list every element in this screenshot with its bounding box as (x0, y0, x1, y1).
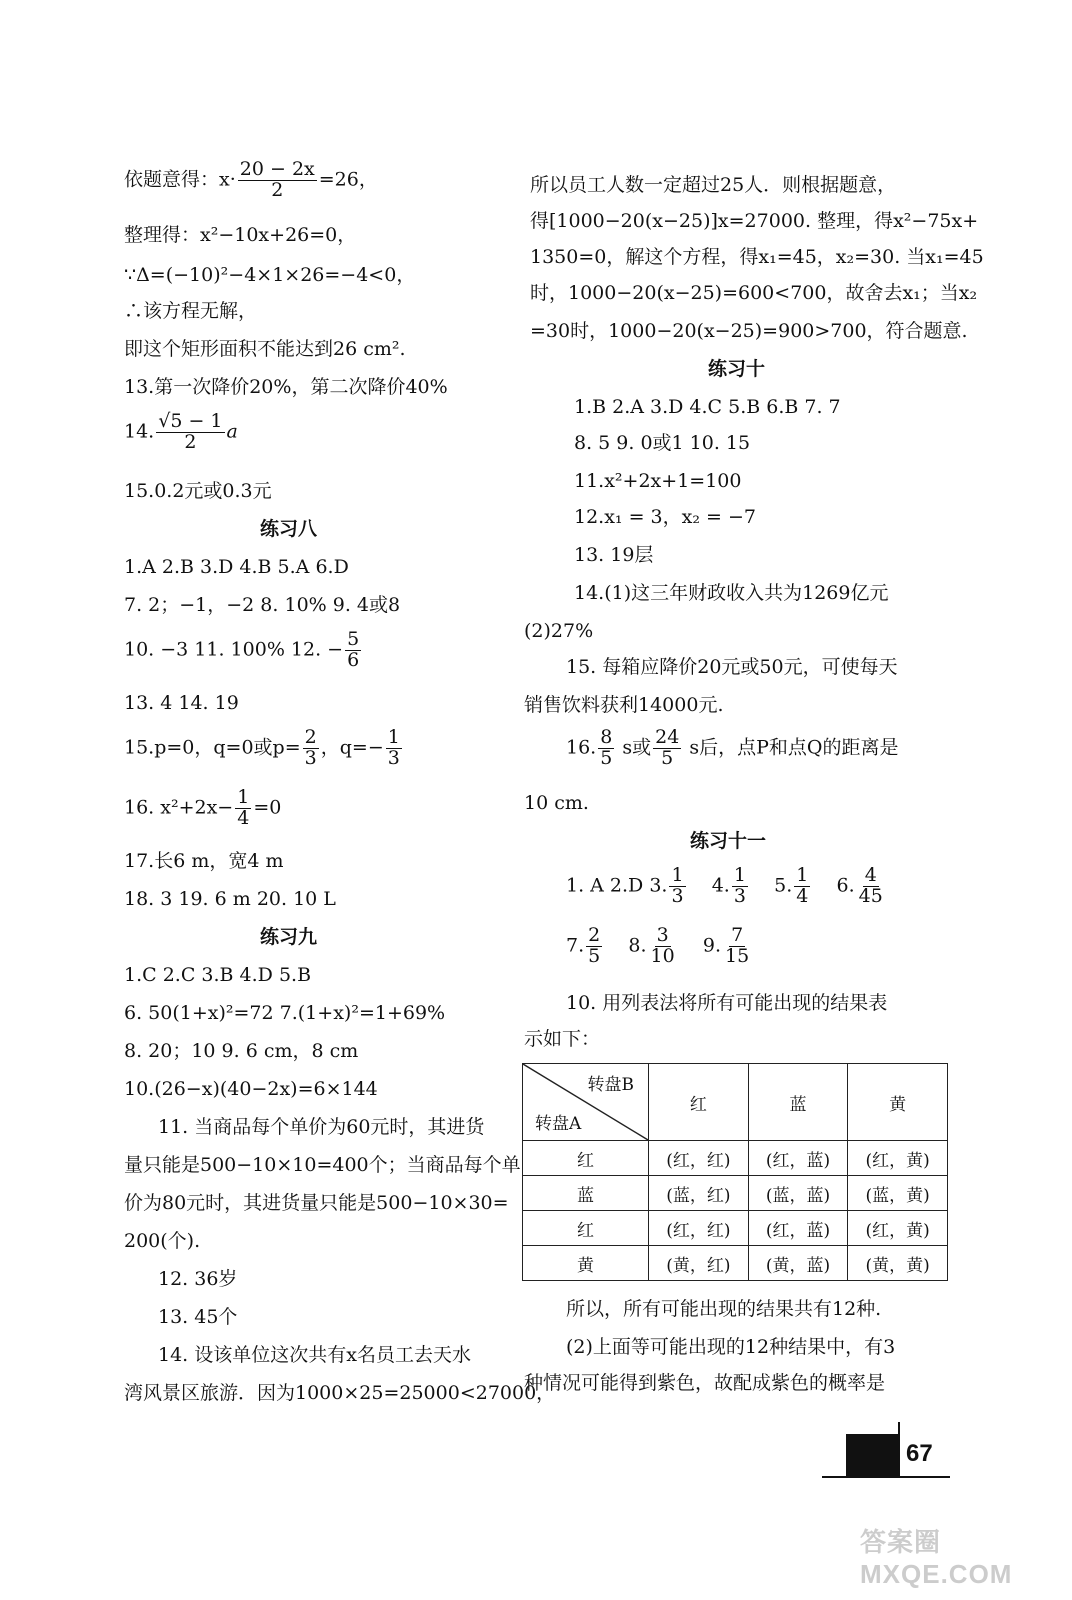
ex11-line-1: 1. A 2.D 3. $\frac{1}{3}$ 4. $\frac{1}{3}$ 5. $\frac{1}{4}$ 6. $\frac{4}{45}$ (566, 864, 883, 907)
ex8-line-6: 16. x²+2x− $\frac{1}{4}$ =0 (124, 786, 282, 829)
ex10-line-3: 11.x²+2x+1=100 (574, 470, 742, 492)
ex10-answer-15-line-2: 销售饮料获利14000元. (524, 694, 724, 716)
eq-no-solution: ∴该方程无解， (124, 300, 258, 322)
ex9-line-1: 1.C 2.C 3.B 4.D 5.B (124, 964, 312, 986)
table-cell: (红，蓝) (748, 1211, 848, 1246)
table-cell: (黄，蓝) (748, 1246, 848, 1281)
ex9-line-3: 8. 20；10 9. 6 cm，8 cm (124, 1040, 359, 1062)
eq-simplify: 整理得：x²−10x+26=0， (124, 224, 357, 246)
answer-14: 14. $\frac{√5 - 1}{2}$ a (124, 410, 238, 453)
cont-line-4: 时，1000−20(x−25)=600<700，故舍去x₁；当x₂ (530, 282, 978, 304)
ex11-answer-2-line-2: 种情况可能得到紫色，故配成紫色的概率是 (524, 1372, 886, 1394)
table-cell: (黄，红) (649, 1246, 749, 1281)
table-row (523, 1211, 948, 1246)
watermark: 答案圈 MXQE.COM (860, 1527, 1013, 1589)
col-header: 蓝 (748, 1064, 848, 1141)
table-cell: (黄，黄) (848, 1246, 948, 1281)
ex11-answer-2-line-1: (2)上面等可能出现的12种结果中，有3 (566, 1336, 896, 1358)
ex11-line-2: 7. $\frac{2}{5}$ 8. $\frac{3}{10}$ 9. $\frac{7}{15}$ (566, 924, 750, 967)
ex9-answer-13: 13. 45个 (158, 1306, 238, 1328)
ex9-answer-11-line-1: 11. 当商品每个单价为60元时，其进货 (158, 1116, 485, 1138)
ex9-answer-11-line-3: 价为80元时，其进货量只能是500−10×30= (124, 1192, 509, 1214)
table-cell: (蓝，黄) (848, 1176, 948, 1211)
ex11-answer-10-line-1: 10. 用列表法将所有可能出现的结果表 (566, 992, 888, 1014)
table-cell: (红，红) (649, 1211, 749, 1246)
table-cell: (蓝，红) (649, 1176, 749, 1211)
eq-setup: 依题意得：x· $\frac{20 - 2x}{2}$ =26， (124, 158, 378, 201)
row-header: 黄 (523, 1246, 649, 1281)
section-heading-11: 练习十一 (690, 830, 767, 852)
table-cell: (蓝，蓝) (748, 1176, 848, 1211)
ex8-line-5: 15.p=0，q=0或p= $\frac{2}{3}$ ，q=− $\frac{1}{3}$ (124, 726, 400, 769)
table-cell: (红，黄) (848, 1211, 948, 1246)
ex8-line-3: 10. −3 11. 100% 12. − $\frac{5}{6}$ (124, 628, 360, 671)
cont-line-2: 得[1000−20(x−25)]x=27000. 整理，得x²−75x+ (530, 210, 979, 232)
cont-line-3: 1350=0，解这个方程，得x₁=45，x₂=30. 当x₁=45 (530, 246, 984, 268)
ex9-answer-11-line-2: 量只能是500−10×10=400个；当商品每个单 (124, 1154, 521, 1176)
ex9-answer-12: 12. 36岁 (158, 1268, 238, 1290)
ex9-line-4: 10.(26−x)(40−2x)=6×144 (124, 1078, 378, 1100)
ex10-answer-16-line-2: 10 cm. (524, 792, 589, 814)
table-row (523, 1141, 948, 1176)
ex10-answer-15-line-1: 15. 每箱应降价20元或50元，可使每天 (566, 656, 898, 678)
ex8-line-1: 1.A 2.B 3.D 4.B 5.A 6.D (124, 556, 349, 578)
page-number: 67 (906, 1440, 933, 1467)
row-header: 红 (523, 1211, 649, 1246)
ex8-line-8: 18. 3 19. 6 m 20. 10 L (124, 888, 336, 910)
ex10-answer-16-line-1: 16. $\frac{8}{5}$ s或 $\frac{24}{5}$ s后，点P和点Q的距离是 (566, 726, 899, 769)
corner-label-spinner-a: 转盘A (535, 1114, 582, 1134)
table-row (523, 1176, 948, 1211)
ex10-answer-14-line-1: 14.(1)这三年财政收入共为1269亿元 (574, 582, 889, 604)
ex8-line-7: 17.长6 m，宽4 m (124, 850, 284, 872)
table-cell: (红，红) (649, 1141, 749, 1176)
eq-conclusion: 即这个矩形面积不能达到26 cm². (124, 338, 406, 360)
ex9-line-2: 6. 50(1+x)²=72 7.(1+x)²=1+69% (124, 1002, 446, 1024)
ex8-line-4: 13. 4 14. 19 (124, 692, 239, 714)
ex11-answer-10-line-2: 示如下： (524, 1028, 601, 1050)
section-heading-10: 练习十 (708, 358, 766, 380)
row-header: 蓝 (523, 1176, 649, 1211)
col-header: 红 (649, 1064, 749, 1141)
page-number-underline (822, 1476, 950, 1478)
ex9-answer-14-line-1: 14. 设该单位这次共有x名员工去天水 (158, 1344, 471, 1366)
answer-15: 15.0.2元或0.3元 (124, 480, 272, 502)
ex10-line-2: 8. 5 9. 0或1 10. 15 (574, 432, 751, 454)
ex10-answer-14-line-2: (2)27% (524, 620, 594, 642)
ex10-line-5: 13. 19层 (574, 544, 654, 566)
col-header: 黄 (848, 1064, 948, 1141)
cont-line-5: =30时，1000−20(x−25)=900>700，符合题意. (530, 320, 968, 342)
ex9-answer-11-line-4: 200(个). (124, 1230, 201, 1252)
ex10-line-4: 12.x₁ = 3，x₂ = −7 (574, 506, 756, 528)
ex11-result-count: 所以，所有可能出现的结果共有12种. (566, 1298, 882, 1320)
table-cell: (红，蓝) (748, 1141, 848, 1176)
eq-discriminant: ∵Δ=(−10)²−4×1×26=−4<0， (124, 264, 416, 286)
outcome-table (522, 1063, 948, 1281)
ex9-answer-14-line-2: 湾风景区旅游．因为1000×25=25000<27000， (124, 1382, 556, 1404)
row-header: 红 (523, 1141, 649, 1176)
section-heading-9: 练习九 (260, 926, 318, 948)
table-cell: (红，黄) (848, 1141, 948, 1176)
table-row (523, 1246, 948, 1281)
page-number-divider (898, 1422, 900, 1478)
ex10-line-1: 1.B 2.A 3.D 4.C 5.B 6.B 7. 7 (574, 396, 841, 418)
cont-line-1: 所以员工人数一定超过25人．则根据题意， (530, 174, 897, 196)
corner-label-spinner-b: 转盘B (587, 1075, 634, 1095)
ex8-line-2: 7. 2；−1，−2 8. 10% 9. 4或8 (124, 594, 401, 616)
page-number-bar (846, 1434, 898, 1476)
section-heading-8: 练习八 (260, 518, 318, 540)
table-corner-cell (523, 1064, 649, 1141)
answer-13: 13.第一次降价20%，第二次降价40% (124, 376, 448, 398)
table-header-row (523, 1064, 948, 1141)
